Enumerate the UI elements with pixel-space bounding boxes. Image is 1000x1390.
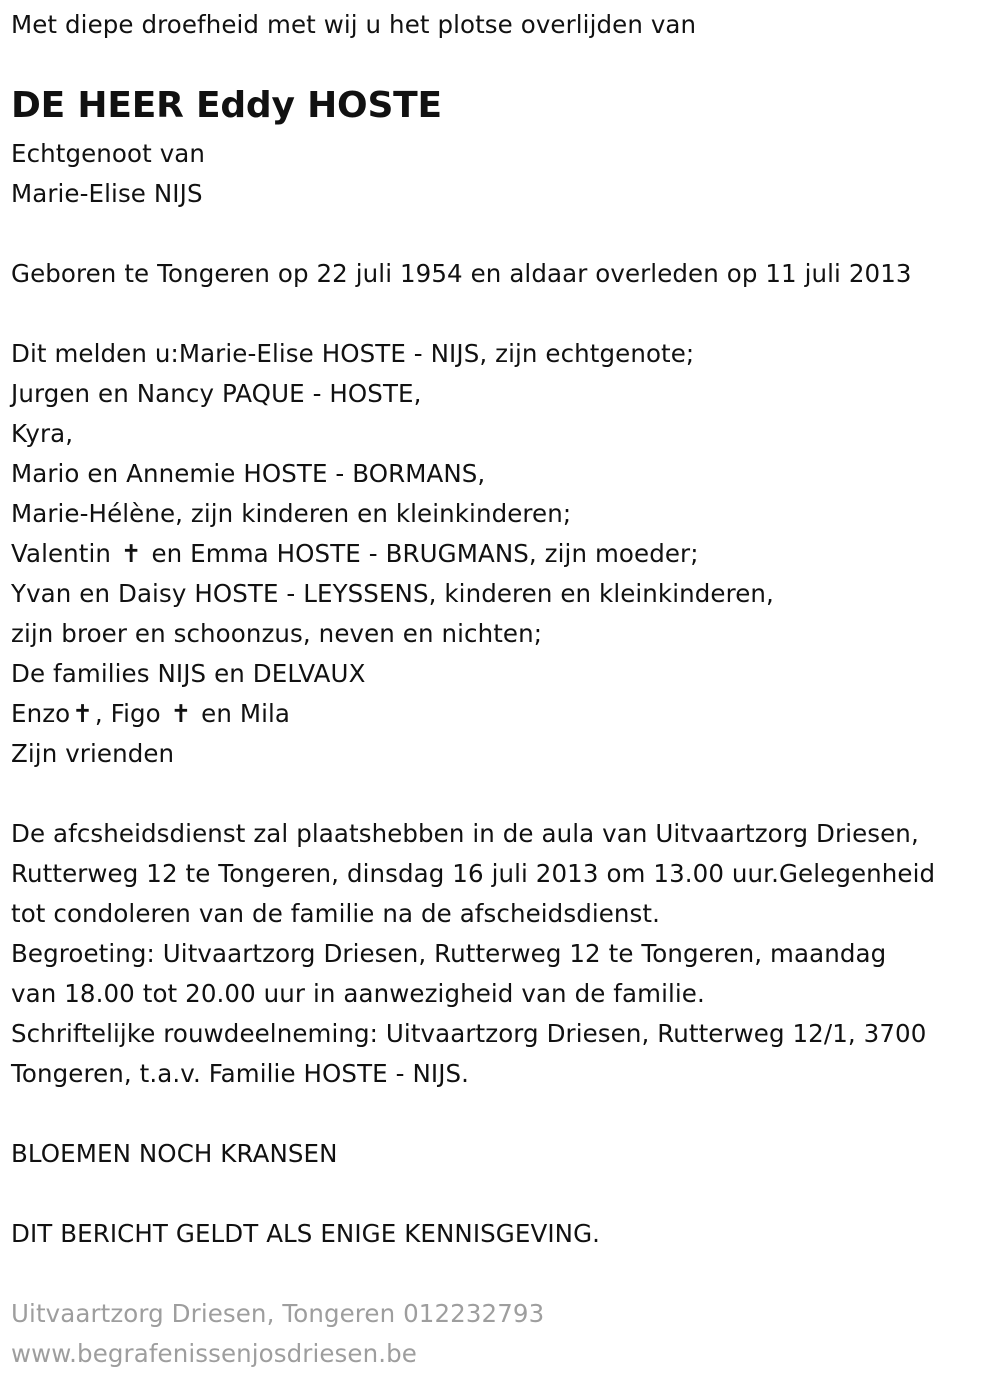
mourner-line: Yvan en Daisy HOSTE - LEYSSENS, kinderen en kleinkinderen, — [11, 579, 774, 608]
cross-icon: ✝ — [72, 699, 93, 728]
spouse-name: Marie-Elise NIJS — [11, 179, 203, 208]
mourner-name: Enzo — [11, 699, 71, 728]
intro-text: Met diepe droefheid met wij u het plotse overlijden van — [11, 10, 697, 39]
cross-icon: ✝ — [170, 699, 192, 728]
mourner-name: en Mila — [201, 699, 291, 728]
birth-death-text: Geboren te Tongeren op 22 juli 1954 en aldaar overleden op 11 juli 2013 — [11, 259, 912, 288]
official-notice: DIT BERICHT GELDT ALS ENIGE KENNISGEVING. — [11, 1219, 601, 1248]
deceased-name: DE HEER Eddy HOSTE — [11, 85, 442, 126]
service-line: tot condoleren van de familie na de afscheidsdienst. — [11, 899, 661, 928]
flowers-notice: BLOEMEN NOCH KRANSEN — [11, 1139, 338, 1168]
footer-company: Uitvaartzorg Driesen, Tongeren 012232793 — [11, 1299, 545, 1328]
mourner-name: Valentin — [11, 539, 112, 568]
service-line: Begroeting: Uitvaartzorg Driesen, Rutterweg 12 te Tongeren, maandag — [11, 939, 887, 968]
mourner-name: , Figo — [94, 699, 161, 728]
mourner-line: Jurgen en Nancy PAQUE - HOSTE, — [11, 379, 422, 408]
mourner-text: en Emma HOSTE - BRUGMANS, zijn moeder; — [151, 539, 699, 568]
mourner-line — [11, 694, 290, 734]
mourner-line: Kyra, — [11, 419, 74, 448]
mourner-line: De families NIJS en DELVAUX — [11, 659, 366, 688]
service-line: van 18.00 tot 20.00 uur in aanwezigheid van de familie. — [11, 979, 705, 1008]
footer-website: www.begrafenissenjosdriesen.be — [11, 1339, 417, 1368]
mourner-line: Zijn vrienden — [11, 739, 175, 768]
spouse-label: Echtgenoot van — [11, 139, 206, 168]
mourner-line: zijn broer en schoonzus, neven en nichten; — [11, 619, 543, 648]
mourner-line — [11, 534, 699, 574]
service-line: Schriftelijke rouwdeelneming: Uitvaartzorg Driesen, Rutterweg 12/1, 3700 — [11, 1019, 927, 1048]
service-line: Rutterweg 12 te Tongeren, dinsdag 16 juli 2013 om 13.00 uur.Gelegenheid — [11, 859, 936, 888]
cross-icon: ✝ — [120, 539, 142, 568]
service-line: De afcsheidsdienst zal plaatshebben in de aula van Uitvaartzorg Driesen, — [11, 819, 919, 848]
mourner-line: Marie-Hélène, zijn kinderen en kleinkinderen; — [11, 499, 572, 528]
mourner-line: Mario en Annemie HOSTE - BORMANS, — [11, 459, 486, 488]
mourner-line: Dit melden u:Marie-Elise HOSTE - NIJS, zijn echtgenote; — [11, 339, 695, 368]
service-line: Tongeren, t.a.v. Familie HOSTE - NIJS. — [11, 1059, 470, 1088]
